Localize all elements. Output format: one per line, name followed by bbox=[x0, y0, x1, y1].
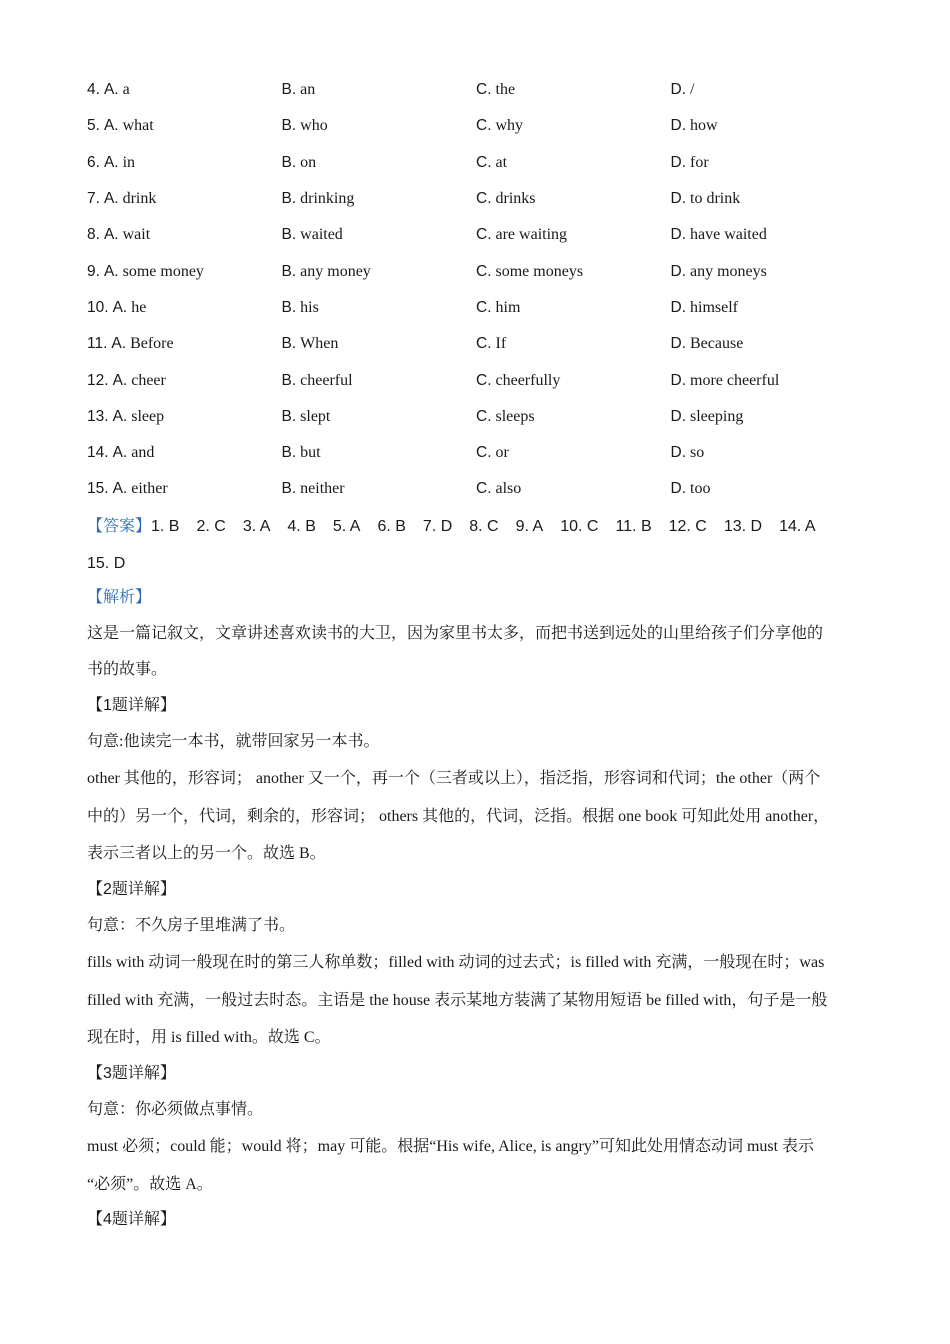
answer-item: 2. C bbox=[196, 517, 226, 535]
question-number: 14. bbox=[87, 444, 109, 462]
option-letter: D. bbox=[670, 190, 686, 208]
answer-item: 9. A bbox=[515, 517, 544, 535]
answer-item: 15. D bbox=[87, 554, 126, 572]
option-d bbox=[671, 444, 866, 462]
option-text: are waiting bbox=[495, 226, 568, 244]
option-row bbox=[87, 181, 867, 217]
option-letter: D. bbox=[670, 335, 686, 353]
option-d bbox=[671, 299, 866, 317]
option-d bbox=[671, 154, 866, 172]
option-a bbox=[87, 154, 282, 172]
option-text: / bbox=[690, 81, 695, 99]
option-letter: C. bbox=[476, 153, 492, 171]
option-letter: D. bbox=[670, 226, 686, 244]
option-letter: B. bbox=[281, 153, 297, 171]
option-letter: B. bbox=[281, 298, 297, 316]
analysis-line: 书的故事。 bbox=[87, 661, 168, 679]
option-row bbox=[87, 253, 867, 289]
q1-detail bbox=[87, 689, 867, 873]
option-c bbox=[476, 444, 671, 462]
option-b bbox=[282, 480, 477, 498]
option-letter: A. bbox=[103, 117, 119, 135]
option-text: at bbox=[495, 153, 508, 171]
option-text: so bbox=[690, 444, 705, 462]
option-text: too bbox=[690, 480, 711, 498]
option-text: to drink bbox=[690, 190, 741, 208]
q1-meaning: 句意:他读完一本书，就带回家另一本书。 bbox=[87, 732, 380, 750]
option-text: Because bbox=[690, 335, 744, 353]
answer-item: 1. B bbox=[151, 517, 180, 535]
option-letter: C. bbox=[476, 262, 492, 280]
option-a bbox=[87, 480, 282, 498]
option-c bbox=[476, 226, 671, 244]
option-d bbox=[671, 226, 866, 244]
option-letter: A. bbox=[103, 262, 119, 280]
option-letter: A. bbox=[112, 407, 128, 425]
analysis-line: 这是一篇记叙文，文章讲述喜欢读书的大卫，因为家里书太多，而把书送到远处的山里给孩子们分享他的 bbox=[87, 624, 824, 642]
option-text: a bbox=[122, 81, 130, 99]
option-text: Before bbox=[130, 335, 174, 353]
q2-line: fills with 动词一般现在时的第三人称单数；filled with 动词的过去式；is filled with 充满，一般现在时；was bbox=[87, 954, 825, 972]
option-letter: D. bbox=[670, 298, 686, 316]
question-number: 8. bbox=[87, 226, 100, 244]
option-text: sleeping bbox=[690, 407, 744, 425]
option-text: slept bbox=[300, 407, 331, 425]
option-a bbox=[87, 444, 282, 462]
option-text: in bbox=[122, 153, 136, 171]
option-letter: B. bbox=[281, 407, 297, 425]
q3-line: “必须”。故选 A。 bbox=[87, 1175, 213, 1193]
option-letter: C. bbox=[476, 371, 492, 389]
option-d bbox=[671, 372, 866, 390]
option-text: himself bbox=[690, 298, 738, 316]
option-text: any moneys bbox=[690, 262, 767, 280]
option-letter: C. bbox=[476, 444, 492, 462]
option-text: either bbox=[131, 480, 168, 498]
option-text: why bbox=[495, 117, 524, 135]
option-letter: D. bbox=[670, 371, 686, 389]
option-c bbox=[476, 335, 671, 353]
option-letter: B. bbox=[281, 335, 297, 353]
option-c bbox=[476, 263, 671, 281]
option-row bbox=[87, 290, 867, 326]
option-c bbox=[476, 408, 671, 426]
option-text: some moneys bbox=[495, 262, 584, 280]
option-text: more cheerful bbox=[690, 371, 780, 389]
option-letter: D. bbox=[670, 153, 686, 171]
answer-item: 12. C bbox=[668, 517, 707, 535]
answer-item: 3. A bbox=[242, 517, 271, 535]
question-number: 6. bbox=[87, 153, 100, 171]
option-letter: A. bbox=[112, 480, 128, 498]
option-b bbox=[282, 226, 477, 244]
option-letter: C. bbox=[476, 298, 492, 316]
answer-item: 4. B bbox=[287, 517, 316, 535]
question-number: 12. bbox=[87, 371, 109, 389]
option-letter: B. bbox=[281, 371, 297, 389]
option-text: neither bbox=[300, 480, 345, 498]
option-a bbox=[87, 299, 282, 317]
answer-item: 11. B bbox=[615, 517, 652, 535]
option-text: waited bbox=[300, 226, 343, 244]
question-number: 11. bbox=[87, 335, 108, 353]
option-text: any money bbox=[300, 262, 371, 280]
q4-detail bbox=[87, 1203, 867, 1237]
option-row bbox=[87, 326, 867, 362]
option-text: for bbox=[690, 153, 709, 171]
option-c bbox=[476, 190, 671, 208]
option-d bbox=[671, 263, 866, 281]
q1-line: 中的）另一个，代词，剩余的，形容词； others 其他的，代词，泛指。根据 one book 可知此处用 another， bbox=[87, 807, 830, 825]
option-text: his bbox=[300, 298, 319, 316]
option-text: sleeps bbox=[495, 407, 535, 425]
option-b bbox=[282, 372, 477, 390]
option-letter: A. bbox=[111, 335, 127, 353]
option-letter: C. bbox=[476, 190, 492, 208]
option-text: wait bbox=[122, 226, 151, 244]
option-b bbox=[282, 299, 477, 317]
option-letter: A. bbox=[112, 298, 128, 316]
option-text: him bbox=[495, 298, 521, 316]
option-b bbox=[282, 81, 477, 99]
question-number: 15. bbox=[87, 480, 109, 498]
option-letter: C. bbox=[476, 226, 492, 244]
option-text: have waited bbox=[690, 226, 767, 244]
answer-item: 8. C bbox=[469, 517, 499, 535]
option-text: what bbox=[122, 117, 154, 135]
option-d bbox=[671, 117, 866, 135]
option-letter: D. bbox=[670, 81, 686, 99]
q1-line: other 其他的，形容词； another 又一个，再一个（三者或以上），指泛指，形容词和代词；the other（两个 bbox=[87, 770, 821, 788]
option-b bbox=[282, 190, 477, 208]
option-d bbox=[671, 81, 866, 99]
option-a bbox=[87, 263, 282, 281]
option-text: the bbox=[495, 81, 516, 99]
option-b bbox=[282, 263, 477, 281]
q3-heading: 【3题详解】 bbox=[87, 1064, 176, 1082]
option-text: an bbox=[300, 81, 316, 99]
option-b bbox=[282, 335, 477, 353]
option-a bbox=[87, 372, 282, 390]
option-text: drink bbox=[122, 190, 157, 208]
option-b bbox=[282, 117, 477, 135]
q3-meaning: 句意：你必须做点事情。 bbox=[87, 1100, 264, 1118]
q3-detail bbox=[87, 1057, 867, 1204]
option-d bbox=[671, 408, 866, 426]
option-text: some money bbox=[122, 262, 204, 280]
answer-item: 7. D bbox=[422, 517, 453, 535]
option-letter: A. bbox=[103, 190, 119, 208]
option-text: or bbox=[495, 444, 509, 462]
analysis-section bbox=[87, 581, 867, 689]
option-row bbox=[87, 72, 867, 108]
option-row bbox=[87, 399, 867, 435]
q2-line: 现在时，用 is filled with。故选 C。 bbox=[87, 1029, 331, 1047]
q2-line: filled with 充满，一般过去时态。主语是 the house 表示某地方装满了某物用短语 be filled with，句子是一般 bbox=[87, 991, 828, 1009]
option-a bbox=[87, 81, 282, 99]
option-a bbox=[87, 226, 282, 244]
question-number: 4. bbox=[87, 81, 100, 99]
question-number: 13. bbox=[87, 407, 109, 425]
option-letter: D. bbox=[670, 444, 686, 462]
answer-section bbox=[87, 508, 867, 582]
option-letter: D. bbox=[670, 117, 686, 135]
option-letter: B. bbox=[281, 81, 297, 99]
option-letter: D. bbox=[670, 262, 686, 280]
option-letter: C. bbox=[476, 407, 492, 425]
option-c bbox=[476, 299, 671, 317]
option-text: drinks bbox=[495, 190, 536, 208]
q1-heading: 【1题详解】 bbox=[87, 696, 176, 714]
option-row bbox=[87, 435, 867, 471]
option-text: If bbox=[495, 335, 507, 353]
option-b bbox=[282, 154, 477, 172]
option-text: also bbox=[495, 480, 522, 498]
q2-meaning: 句意：不久房子里堆满了书。 bbox=[87, 916, 296, 934]
option-c bbox=[476, 154, 671, 172]
option-letter: A. bbox=[103, 226, 119, 244]
option-row bbox=[87, 108, 867, 144]
question-number: 9. bbox=[87, 262, 100, 280]
option-letter: A. bbox=[103, 153, 119, 171]
option-letter: B. bbox=[281, 480, 297, 498]
option-text: cheerful bbox=[300, 371, 353, 389]
option-text: drinking bbox=[300, 190, 355, 208]
q3-line: must 必须；could 能；would 将；may 可能。根据“His wife, Alice, is angry”可知此处用情态动词 must 表示 bbox=[87, 1138, 815, 1156]
options-list bbox=[87, 72, 867, 508]
answer-list bbox=[151, 518, 833, 535]
answer-item: 14. A bbox=[779, 517, 816, 535]
option-d bbox=[671, 335, 866, 353]
option-b bbox=[282, 408, 477, 426]
option-c bbox=[476, 81, 671, 99]
option-row bbox=[87, 471, 867, 507]
option-text: who bbox=[300, 117, 328, 135]
q1-line: 表示三者以上的另一个。故选 B。 bbox=[87, 845, 326, 863]
answer-tag: 【答案】 bbox=[87, 517, 152, 535]
option-letter: D. bbox=[670, 407, 686, 425]
option-a bbox=[87, 408, 282, 426]
option-text: and bbox=[131, 444, 155, 462]
option-letter: C. bbox=[476, 117, 492, 135]
option-letter: B. bbox=[281, 444, 297, 462]
option-text: he bbox=[131, 298, 147, 316]
option-letter: B. bbox=[281, 117, 297, 135]
option-letter: B. bbox=[281, 262, 297, 280]
option-c bbox=[476, 480, 671, 498]
answer-item: 6. B bbox=[377, 517, 406, 535]
option-letter: A. bbox=[103, 81, 119, 99]
option-letter: A. bbox=[112, 444, 128, 462]
q2-detail bbox=[87, 873, 867, 1057]
option-b bbox=[282, 444, 477, 462]
option-d bbox=[671, 190, 866, 208]
option-letter: A. bbox=[112, 371, 128, 389]
option-row bbox=[87, 217, 867, 253]
q2-heading: 【2题详解】 bbox=[87, 880, 176, 898]
option-c bbox=[476, 372, 671, 390]
question-number: 7. bbox=[87, 190, 100, 208]
q4-heading: 【4题详解】 bbox=[87, 1211, 176, 1229]
option-c bbox=[476, 117, 671, 135]
option-row bbox=[87, 362, 867, 398]
option-letter: B. bbox=[281, 190, 297, 208]
question-number: 10. bbox=[87, 298, 109, 316]
answer-item: 5. A bbox=[332, 517, 361, 535]
question-number: 5. bbox=[87, 117, 100, 135]
option-letter: C. bbox=[476, 81, 492, 99]
option-text: on bbox=[300, 153, 317, 171]
option-text: cheer bbox=[131, 371, 166, 389]
option-a bbox=[87, 117, 282, 135]
option-text: how bbox=[690, 117, 718, 135]
option-text: sleep bbox=[131, 407, 165, 425]
option-letter: C. bbox=[476, 335, 492, 353]
document-page bbox=[87, 72, 867, 1237]
option-letter: D. bbox=[670, 480, 686, 498]
option-letter: C. bbox=[476, 480, 492, 498]
analysis-tag: 【解析】 bbox=[87, 588, 152, 606]
option-d bbox=[671, 480, 866, 498]
option-a bbox=[87, 190, 282, 208]
option-text: When bbox=[300, 335, 339, 353]
answer-item: 10. C bbox=[560, 517, 599, 535]
option-a bbox=[87, 335, 282, 353]
answer-item: 13. D bbox=[723, 517, 763, 535]
option-row bbox=[87, 145, 867, 181]
option-letter: B. bbox=[281, 226, 297, 244]
option-text: cheerfully bbox=[495, 371, 561, 389]
option-text: but bbox=[300, 444, 321, 462]
